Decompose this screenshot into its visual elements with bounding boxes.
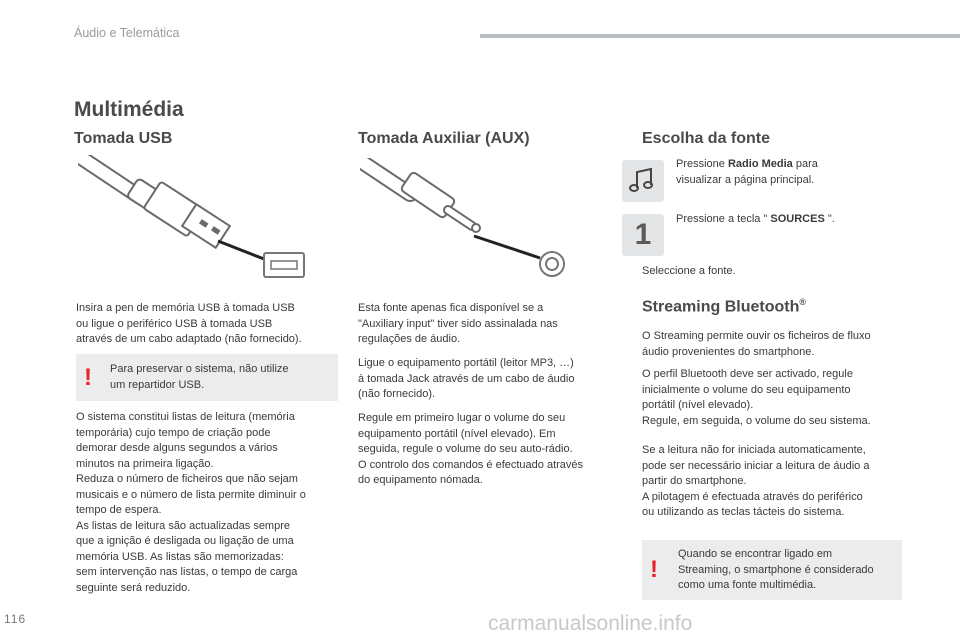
radio-media-label: Radio Media (727, 158, 793, 170)
usb-paragraph-1: Insira a pen de memória USB à tomada USB ou ligue o periférico USB à tomada USB através de um cabo adaptado (não fornecido). (76, 302, 302, 345)
bluetooth-paragraph-3: Se a leitura não for iniciada automaticamente, pode ser necessário iniciar a leitura de áudio a partir do smartphone. A pilotagem é efectuada através do periférico ou utilizando as teclas tácteis do sistema. (642, 444, 870, 518)
aux-paragraph-3: Regule em primeiro lugar o volume do seu equipamento portátil (nível elevado). Em seguida, regule o volume do seu auto-rádio. O controlo dos comandos é efectuado através do equipamento nómada. (358, 412, 584, 486)
aux-paragraph-1: Esta fonte apenas fica disponível se a "Auxiliary input" tiver sido assinalada nas regulações de áudio. (358, 302, 558, 345)
page-number: 116 (4, 612, 27, 626)
step-radio-media (676, 157, 818, 188)
usb-warning-note (76, 354, 338, 401)
bluetooth-warning-text: Quando se encontrar ligado em Streaming, o smartphone é considerado como uma fonte multimédia. (678, 548, 874, 591)
section-title: Multimédia (74, 98, 184, 121)
step-1-badge (622, 214, 664, 256)
usb-plug-icon (78, 155, 318, 285)
bluetooth-paragraph-2: O perfil Bluetooth deve ser activado, regule inicialmente o volume do seu equipamento portátil (nível elevado). Regule, em seguida, o volume do seu sistema. (642, 368, 871, 427)
step-1-text: Pressione a tecla " (676, 213, 771, 225)
step-sources (676, 212, 835, 228)
step-1-text-end: ". (824, 213, 835, 225)
bluetooth-title-text: Streaming Bluetooth (642, 298, 800, 316)
sources-key-label: SOURCES (770, 213, 825, 225)
usb-paragraph-2: O sistema constitui listas de leitura (memória temporária) cujo tempo de criação pode demorar desde alguns segundos a vários minutos na primeira ligação. Reduza o número de ficheiros que não sejam musicais e o número de lista permite diminuir o tempo de espera. As listas de leitura são actualizadas sempre que a ignição é desligada ou ligação de uma memória USB. As listas são memorizadas: sem intervenção nas listas, o tempo de carga seguinte será reduzido. (76, 411, 306, 594)
radio-media-button-icon-box (622, 160, 664, 202)
step-a-text: Pressione (676, 158, 728, 170)
warning-exclamation-icon: ! (650, 556, 658, 583)
aux-paragraph-2: Ligue o equipamento portátil (leitor MP3, …) à tomada Jack através de um cabo de áudio (não fornecido). (358, 357, 575, 400)
select-source-text: Seleccione a fonte. (642, 265, 736, 277)
jack-plug-icon (360, 158, 580, 283)
step-a-text-end: para visualizar a página principal. (676, 158, 818, 186)
registered-mark: ® (799, 297, 806, 307)
bluetooth-paragraph-1: O Streaming permite ouvir os ficheiros de fluxo áudio provenientes do smartphone. (642, 330, 871, 358)
usb-title: Tomada USB (74, 130, 173, 147)
aux-title: Tomada Auxiliar (AUX) (358, 130, 530, 147)
step-number: 1 (634, 218, 652, 251)
source-title: Escolha da fonte (642, 130, 771, 147)
bluetooth-warning-note (642, 540, 902, 600)
bluetooth-title (642, 297, 806, 316)
header-title: Áudio e Telemática (74, 26, 180, 40)
usb-warning-text: Para preservar o sistema, não utilize um repartidor USB. (110, 363, 289, 391)
music-note-icon (622, 160, 664, 202)
warning-exclamation-icon: ! (84, 363, 92, 391)
header-bar (480, 34, 960, 38)
watermark: carmanualsonline.info (488, 612, 693, 635)
